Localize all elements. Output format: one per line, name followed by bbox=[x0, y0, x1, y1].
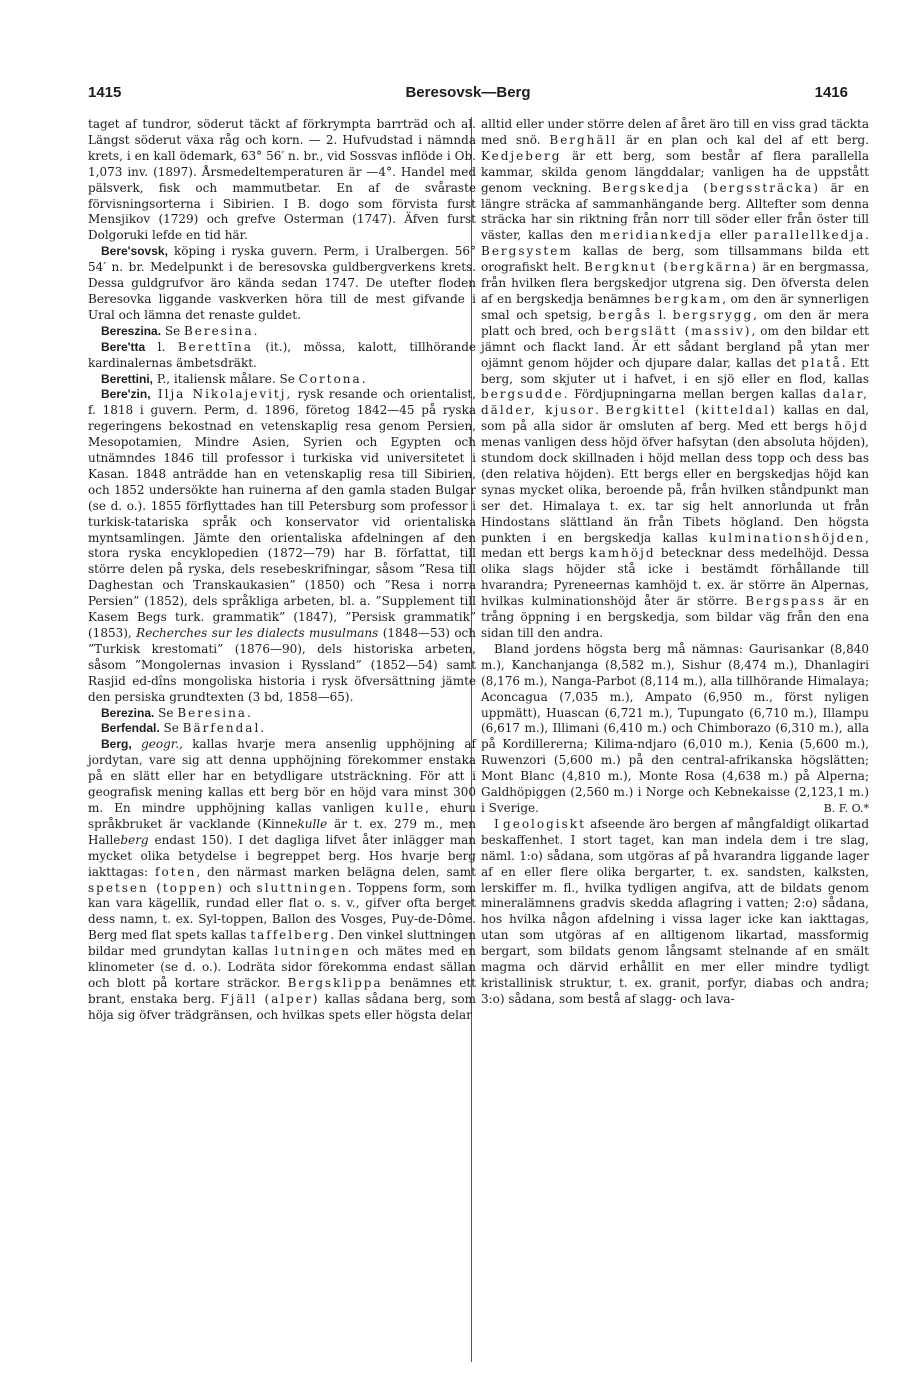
running-title: Beresovsk—Berg bbox=[405, 84, 531, 101]
headword: Bereszina. bbox=[101, 323, 162, 338]
entry-continuation-beresov: taget af tundror, söderut täckt af förkrympta barrträd och al. Längst söderut växa råg och korn. — 2. Hufvudstad i nämnda krets, i en kall ödemark, 63° 56′ n. br., vid Sossvas inflöde i Ob. 1,073 inv. (1897). Årsmedeltemperaturen är —4°. Handel med pälsverk, fisk och mammutbetar. En af de svåraste förvisningsorterna i Sibirien. I B. dogo som förvista furst Mensjikov (1729) och grefve Osterman (1747). Äfven furst Dolgoruki lefde en tid här. bbox=[88, 117, 476, 243]
author-signature: B. F. O.* bbox=[823, 801, 869, 815]
left-column bbox=[88, 117, 476, 1024]
geology-paragraph: I geologiskt afseende äro bergen af mångfaldigt olikartad beskaffenhet. I stort taget, kan man indela dem i tre slag, näml. 1:o) sådana, som utgöras af på hvarandra liggande lager af en eller flere olika bergarter, t. ex. sandsten, kalksten, lerskiffer m. fl., hvilka tydligen angifva, att de bildats genom mineralämnens gradvis skedda aflagring i vatten; 2:o) sådana, hos hvilka någon afdelning i vissa lager icke kan iakttagas, utan som utgöras af en alltigenom likartad, massformig bergart, som bildats genom långsamt stelnande af en smält magma och därvid erhållit en mer eller mindre tydligt kristallinisk struktur, t. ex. granit, porfyr, diabas och andra; 3:o) sådana, som bestå af slagg- och lava- bbox=[481, 816, 870, 1006]
headword: Bere'tta bbox=[101, 339, 146, 354]
headword: Berfendal. bbox=[101, 721, 160, 736]
entry-berfendal: Berfendal. Se Bärfendal. bbox=[101, 721, 265, 736]
cross-reference: Beresina bbox=[183, 323, 254, 338]
headword: Bere'sovsk, bbox=[101, 244, 168, 259]
right-column bbox=[481, 117, 869, 1008]
cross-reference: Cortona bbox=[298, 371, 362, 386]
entry-beresovsk: Bere'sovsk, köping i ryska guvern. Perm, i Uralbergen. 56° 54′ n. br. Medelpunkt i de beresovska guldbergverkens krets. Dessa guldgrufvor äro kända sedan 1747. De utefter floden Beresovka liggande vaskverken höra till de mest gifvande i Ural och lämna det renaste guldet. bbox=[88, 244, 476, 322]
headword: Berezina. bbox=[101, 705, 155, 720]
cross-reference: Beresina bbox=[177, 705, 247, 720]
headword: Berg, bbox=[101, 737, 132, 752]
entry-berezina: Berezina. Se Beresina. bbox=[101, 705, 251, 720]
entry-berettini: Berettini, P., italiensk målare. Se Cortona. bbox=[101, 371, 366, 386]
entry-beretta: Bere'tta l. Berettīna (it.), mössa, kalott, tillhörande kardinalernas ämbetsdräkt. bbox=[88, 339, 477, 370]
headword: Bere'zin, bbox=[101, 387, 151, 402]
cross-reference: Bärfendal bbox=[182, 721, 261, 736]
headword: Berettini, bbox=[101, 371, 154, 386]
right-page-number: 1416 bbox=[814, 84, 848, 101]
entry-berg: Berg, geogr., kallas hvarje mera ansenlig upphöjning af jordytan, vare sig att denna upphöjning förekommer enstaka på en slätt eller har en betydligare utsträckning. För att i geografisk mening kallas ett berg bör en höjd vara minst 300 m. En mindre upphöjning kallas vanligen kulle, ehuru språkbruket är vacklande (Kinnekulle är t. ex. 279 m., men Halleberg endast 150). I det dagliga lifvet åter inlägger man mycket olika betydelse i begreppet berg. Hos hvarje berg iakttagas: foten, den närmast marken belägna delen, samt spetsen (toppen) och sluttningen. Toppens form, som kan vara kägellik, rundad eller flat o. s. v., gifver ofta berget dess namn, t. ex. Syl-toppen, Ballon des Vosges, Puy-de-Dôme. Berg med flat spets kallas taffelberg. Den vinkel sluttningen bildar med grundytan kallas lutningen och mätes med en klinometer (se d. o.). Lodräta sidor förekomma endast sällan och blott på kortare sträckor. Bergsklippa benämnes ett brant, enstaka berg. Fjäll (alper) kallas sådana berg, som höja sig öfver trädgränsen, och hvilkas spets eller högsta delar bbox=[88, 737, 477, 1022]
highest-mountains-paragraph: Bland jordens högsta berg må nämnas: Gaurisankar (8,840 m.), Kanchanjanga (8,582 m.), Sishur (8,474 m.), Dhanlagiri (8,176 m.), Nanga-Parbot (8,114 m.), alla tillhörande Himalaya; Aconcagua (7,035 m.), Ampato (6,950 m., först nyligen uppmätt), Huascan (6,721 m.), Tupungato (6,710 m.), Illampu (6,617 m.), Illimani (6,410 m.) och Chimborazo (6,310 m.), alla på Kordillererna; Kilima-ndjaro (6,010 m.), Kenia (5,600 m.), Ruwenzori (5,600 m.) på den central-afrikanska högslätten; Mont Blanc (4,810 m.), Monte Rosa (4,638 m.) på Alperna; Galdhöpiggen (2,560 m.) i Norge och Kebnekaisse (2,123,1 m.) i Sverige. B. F. O.* bbox=[481, 641, 869, 815]
entry-bereszina: Bereszina. Se Beresina. bbox=[101, 323, 258, 338]
entry-berg-continuation: alltid eller under större delen af året äro till en viss grad täckta med snö. Berghäll är en plan och kal del af ett berg. Kedjeberg är ett berg, som består af flera parallella kammar, skilda genom längddalar; vanligen ha de uppstått genom veckning. Bergskedja (bergssträcka) är en längre sträcka af sammanhängande berg. Alltefter som denna sträcka har sin riktning från norr till söder eller från öster till väster, kallas den meridiankedja eller parallellkedja. Bergsystem kallas de berg, som tillsammans bilda ett orografiskt helt. Bergknut (bergkärna) är en bergmassa, från hvilken flera bergskedjor utgrena sig. Den öfversta delen af en bergskedja benämnes bergkam, om den är synnerligen smal och spetsig, bergås l. bergsrygg, om den är mera platt och bred, och bergslätt (massiv), om den bildar ett jämnt och flackt land. Är ett sådant bergland på ytan mer ojämnt genom höjder och djupare dalar, kallas det platå. Ett berg, som skjuter ut i hafvet, i en sjö eller en flod, kallas bergsudde. Fördjupningarna mellan bergen kallas dalar, dälder, kjusor. Bergkittel (kitteldal) kallas en dal, som på alla sidor är omsluten af berg. Med ett bergs höjd menas vanligen dess höjd öfver hafsytan (den absoluta höjden), stundom dock skillnaden i höjd mellan dess topp och dess bas (den relativa höjden). Ett bergs eller en bergskedjas höjd kan synas mycket olika, beroende på, från hvilken ståndpunkt man ser det. Himalaya t. ex. tar sig helt annorlunda ut från Hindostans slättland än från Tibets högland. Den högsta punkten i en bergskedja kallas kulminationshöjden, medan ett bergs kamhöjd betecknar dess medelhöjd. Dessa olika slags höjder stå icke i bestämdt förhållande till hvarandra; Pyreneernas kamhöjd t. ex. är större än Alpernas, hvilkas kulminationshöjd åter är större. Bergspass är en trång öppning i en bergskedja, som bildar väg från den ena sidan till den andra. bbox=[481, 117, 870, 640]
left-page-number: 1415 bbox=[88, 84, 122, 101]
page-header bbox=[88, 84, 848, 106]
entry-berezin: Bere'zin, Ilja Nikolajevitj, rysk resande och orientalist, f. 1818 i guvern. Perm, d. 1896, företog 1842—45 på ryska regeringens bekostnad en vetenskaplig resa genom Persien, Mesopotamien, Mindre Asien, Syrien och Egypten och utnämndes 1846 till professor i turkiska vid universitetet i Kasan. 1848 anträdde han en vetenskaplig resa till Sibirien, och 1852 undersökte han ruinerna af den gamla staden Bulgar (se d. o.). 1855 förflyttades han till Petersburg som professor i turkisk-tatariska språk och konservator vid orientaliska myntsamlingen. Jämte den orientaliska afdelningen af den stora ryska encyklopedien (1872—79) har B. författat, till större delen på ryska, dels resebeskrifningar, såsom ”Resa till Daghestan och Transkaukasien” (1850) och ”Resa i norra Persien” (1852), dels språkliga arbeten, bl. a. ”Supplement till Kasem Begs turk. grammatik” (1847), ”Persisk grammatik” (1853), Recherches sur les dialects musulmans (1848—53) och ”Turkisk krestomati” (1876—90), dels historiska arbeten, såsom ”Mongolernas invasion i Ryssland” (1852—54) samt Rasjid ed-dîns mongoliska historia i rysk öfversättning jämte den persiska grundtexten (3 bd, 1858—65). bbox=[88, 387, 476, 704]
